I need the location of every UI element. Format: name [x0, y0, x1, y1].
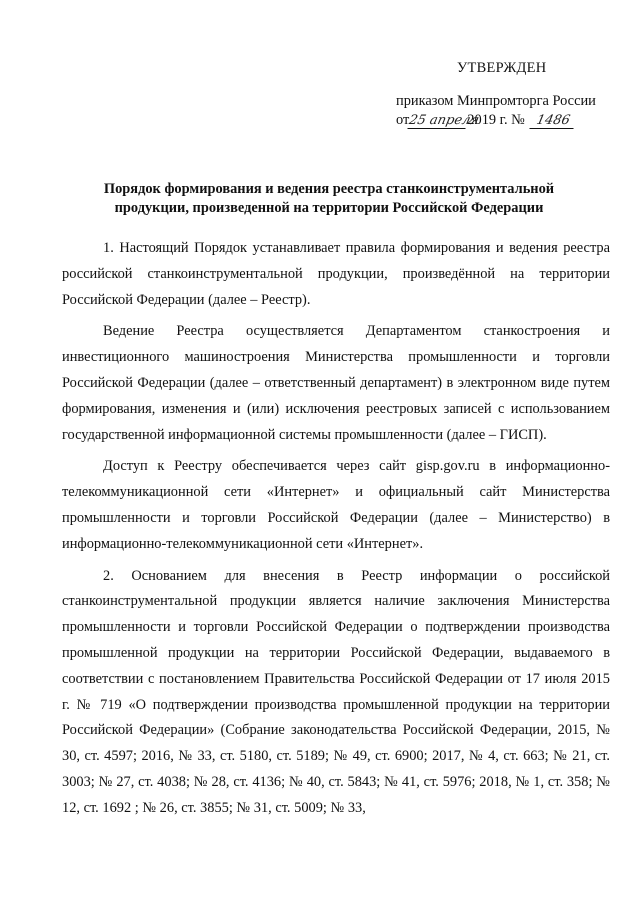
title-line-2: продукции, произведенной на территории Российской Федерации — [114, 200, 544, 216]
document-body — [62, 236, 610, 822]
title-line-1: Порядок формирования и ведения реестра станкоинструментальной — [103, 181, 555, 197]
approval-date-line — [396, 112, 626, 129]
paragraph-1: 1. Настоящий Порядок устанавливает правила формирования и ведения реестра российской станкоинструментальной продукции, произведённой на территории Российской Федерации (далее – Реестр). — [62, 240, 610, 308]
approval-heading: УТВЕРЖДЕН — [457, 60, 547, 76]
handwritten-order-number: 1486 — [529, 114, 576, 129]
handwritten-date: 25 апреля — [407, 113, 481, 128]
paragraph-2: Ведение Реестра осуществляется Департаментом станкостроения и инвестиционного машиностроения Министерства промышленности и торговли Российской Федерации (далее – ответственный департамент) в электронном виде путем формирования, изменения и (или) исключения реестровых записей с использованием государственной информационной системы промышленности (далее – ГИСП). — [62, 323, 610, 443]
approval-order-line: приказом Минпромторга России — [396, 93, 596, 109]
paragraph-4: 2. Основанием для внесения в Реестр информации о российской станкоинструментальной продукции является наличие заключения Министерства промышленности и торговли Российской Федерации о подтверждении производства промышленной продукции на территории Российской Федерации, выдаваемого в соответствии с постановлением Правительства Российской Федерации от 17 июля 2015 г. № 719 «О подтверждении производства промышленной продукции на территории Российской Федерации» (Собрание законодательства Российской Федерации, 2015, № 30, ст. 4597; 2016, № 33, ст. 5180, ст. 5189; № 49, ст. 6900; 2017, № 4, ст. 663; № 21, ст. 3003; № 27, ст. 4038; № 28, ст. 4136; № 40, ст. 5843; № 41, ст. 5976; 2018, № 1, ст. 358; № 12, ст. 1692 ; № 26, ст. 3855; № 31, ст. 5009; № 33, — [62, 567, 610, 816]
paragraph-3: Доступ к Реестру обеспечивается через сайт gisp.gov.ru в информационно-телекоммуникационной сети «Интернет» и официальный сайт Министерства промышленности и торговли Российской Федерации (далее – Министерство) в информационно-телекоммуникационной сети «Интернет». — [62, 458, 610, 552]
date-prefix: от — [396, 112, 410, 128]
approval-stamp-block — [396, 60, 626, 129]
document-title — [58, 180, 600, 218]
year-text: 2019 г. № — [467, 112, 525, 128]
